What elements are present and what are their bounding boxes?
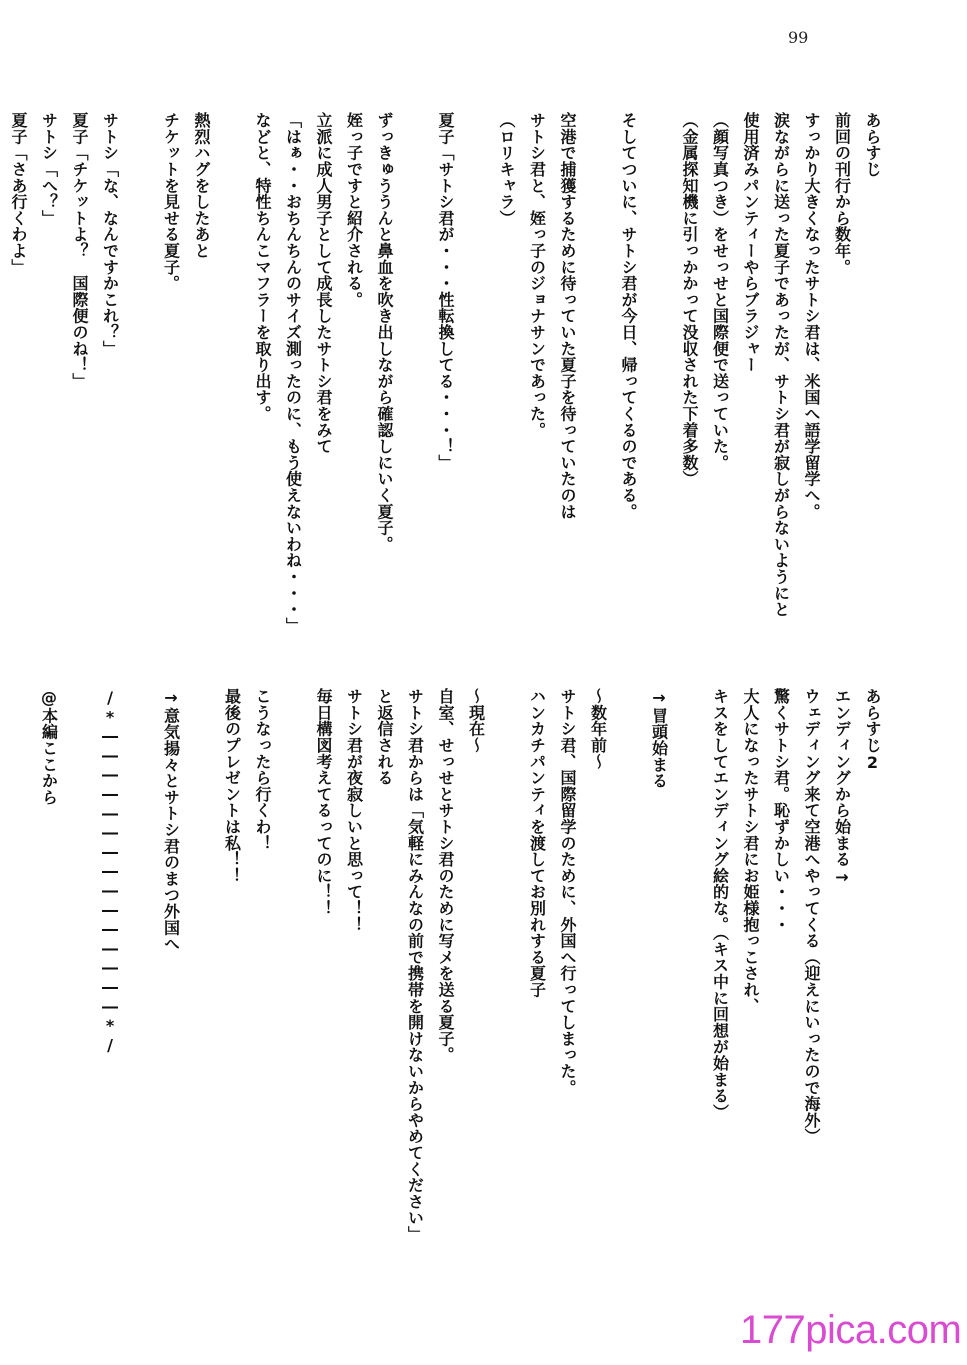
text-line: 前回の刊行から数年。 <box>832 112 852 275</box>
text-line: （ロリキャラ） <box>497 112 516 227</box>
text-line: あらすじ <box>863 112 882 178</box>
text-line: 立派に成人男子として成長したサトシ君をみて <box>314 112 333 455</box>
text-line: サトシ「へ？」 <box>39 112 59 227</box>
text-line: 毎日構図考えてるってのに！！ <box>314 688 333 917</box>
text-line: と返信される <box>375 688 394 786</box>
text-line: （顔写真つき）をせっせと国際便で送っていた。 <box>710 112 730 471</box>
text-line: 夏子「さあ行くわよ」 <box>9 112 28 275</box>
text-line <box>0 688 3 1298</box>
text-line: →意気揚々とサトシ君のまつ外国へ <box>161 688 181 952</box>
text-line: ずっきゅううんと鼻血を吹き出しながら確認しにいく夏子。 <box>375 112 394 553</box>
text-line: /*―――――――――――――――*/ <box>100 688 120 1055</box>
text-line: @本編ここから <box>39 688 59 806</box>
text-line: ハンカチパンティを渡してお別れする夏子 <box>527 688 547 998</box>
text-line <box>399 112 430 682</box>
text-line <box>674 688 705 1298</box>
text-line: 夏子「サトシ君が・・・性転換してる・・・！」 <box>436 112 455 471</box>
text-line: チケットを見せる夏子。 <box>161 112 181 292</box>
synopsis-section-2 <box>0 688 887 1298</box>
text-line <box>125 688 156 1298</box>
text-line <box>643 112 674 682</box>
text-line <box>582 112 613 682</box>
text-line: （金属探知機に引っかかって没収された下着多数） <box>680 112 699 487</box>
text-line: →冒頭始まる <box>649 688 669 789</box>
text-line: 最後のプレゼントは私！！ <box>222 688 242 884</box>
text-line: こうなったら行くわ！ <box>253 688 272 851</box>
text-line: 「はぁ・・おちんちんのサイズ測ったのに、もう使えないわね・・・」 <box>283 112 303 634</box>
text-line <box>3 688 34 1298</box>
text-line: エンディングから始まる→ <box>832 688 852 887</box>
watermark: 177pica.com <box>740 1308 962 1352</box>
text-line: あらすじ2 <box>863 688 882 773</box>
text-line: サトシ「な、なんですかこれ？」 <box>100 112 120 357</box>
text-line: サトシ君からは「気軽にみんなの前で携帯を開けないからやめてください」 <box>405 688 425 1243</box>
text-line: キスをしてエンディング絵的な。（キス中に回想が始まる） <box>710 688 730 1121</box>
text-line <box>64 688 95 1298</box>
text-line: 夏子「チケットよ？ 国際便のね！」 <box>70 112 89 390</box>
text-line <box>216 112 247 682</box>
text-line: ウェディング来て空港へやってくる（迎えにいったので海外） <box>802 688 821 1145</box>
text-line <box>613 688 644 1298</box>
text-line: ～数年前～ <box>588 688 608 770</box>
page-number: 99 <box>788 28 809 47</box>
text-line <box>125 112 156 682</box>
text-line <box>277 688 308 1298</box>
text-line: 涙ながらに送った夏子であったが、サトシ君が寂しがらないようにと <box>771 112 791 618</box>
text-line <box>491 688 522 1298</box>
text-line: ～現在～ <box>466 688 486 754</box>
text-line: 使用済みパンティーやらブラジャー <box>741 112 760 373</box>
text-line: すっかり大きくなったサトシ君は、米国へ語学留学へ。 <box>802 112 821 520</box>
text-line <box>460 112 491 682</box>
text-line: 大人になったサトシ君にお姫様抱っこされ、 <box>741 688 760 1014</box>
text-line: 驚くサトシ君。恥ずかしい・・・ <box>771 688 791 933</box>
text-line: そしてついに、サトシ君が今日、帰ってくるのである。 <box>619 112 638 520</box>
text-line: サトシ君と、姪っ子のジョナサンであった。 <box>527 112 547 438</box>
text-line: などと、特性ちんこマフラーを取り出す。 <box>253 112 272 422</box>
text-line: 姪っ子ですと紹介される。 <box>344 112 364 308</box>
text-line: 熱烈ハグをしたあと <box>192 112 211 259</box>
text-line: サトシ君、国際留学のために、外国へ行ってしまった。 <box>558 688 577 1096</box>
text-line: サトシ君が夜寂しいと思って！！ <box>344 688 364 933</box>
text-line <box>186 688 217 1298</box>
text-line: 自室、せっせとサトシ君のために写メを送る夏子。 <box>436 688 455 1063</box>
text-line: 空港で捕獲するために待っていた夏子を待っていたのは <box>558 112 577 520</box>
synopsis-section-1 <box>0 112 887 682</box>
